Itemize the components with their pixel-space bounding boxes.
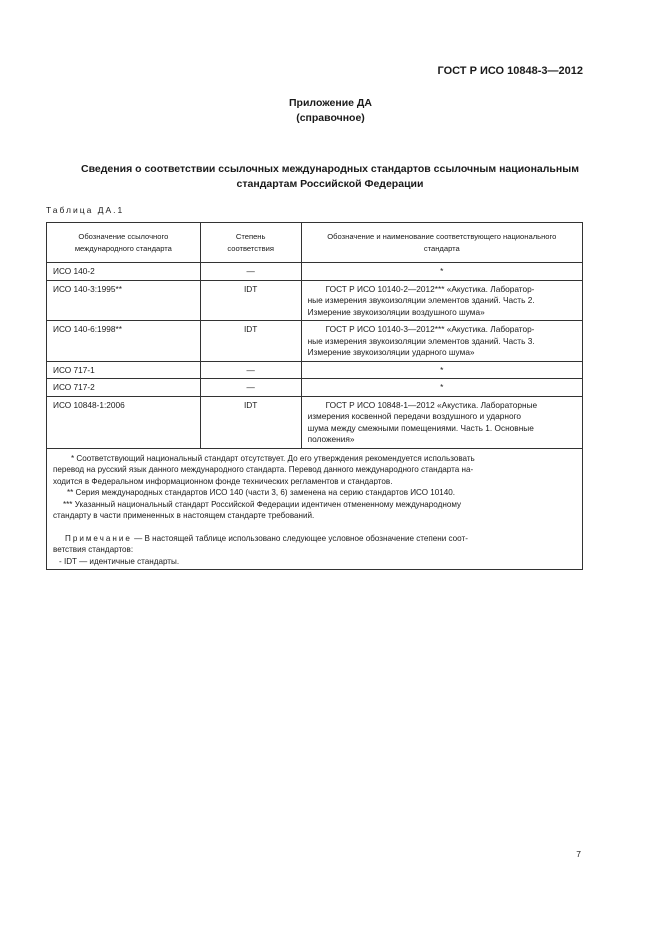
cell-national: * xyxy=(301,361,582,379)
appendix-subtitle: (справочное) xyxy=(296,112,365,124)
table-notes xyxy=(47,448,583,570)
table-row xyxy=(47,280,583,321)
page-number: 7 xyxy=(576,849,581,859)
header-ref-standard: Обозначение ссылочного международного стандарта xyxy=(47,223,201,263)
appendix-heading xyxy=(0,96,661,126)
cell-national: ГОСТ Р ИСО 10140-2—2012*** «Акустика. Лаборатор- ные измерения звукоизоляции элементов зданий. Часть 2. Измерение звукоизоляции воздушного шума» xyxy=(301,280,582,321)
section-heading xyxy=(40,162,620,192)
section-heading-line: стандартам Российской Федерации xyxy=(236,178,424,190)
cell-ref: ИСО 10848-1:2006 xyxy=(47,396,201,448)
table-row xyxy=(47,321,583,362)
cell-degree: IDT xyxy=(200,396,301,448)
note-line: Примечание — В настоящей таблице использовано следующее условное обозначение степени соот- xyxy=(65,533,468,543)
table-notes-row xyxy=(47,448,583,570)
table-row xyxy=(47,396,583,448)
cell-national: * xyxy=(301,263,582,281)
table-row xyxy=(47,263,583,281)
cell-national: ГОСТ Р ИСО 10848-1—2012 «Акустика. Лабораторные измерения косвенной передачи воздушного и ударного шума между смежными помещениями. Часть 1. Основные положения» xyxy=(301,396,582,448)
cell-degree: — xyxy=(200,379,301,397)
cell-degree: — xyxy=(200,263,301,281)
cell-national: * xyxy=(301,379,582,397)
cell-degree: IDT xyxy=(200,280,301,321)
note-line: ветствия стандартов: xyxy=(53,545,134,554)
document-code: ГОСТ Р ИСО 10848-3—2012 xyxy=(437,65,583,77)
footnote-line: ходится в Федеральном информационном фонде технических регламентов и стандартов. xyxy=(53,476,393,486)
table-row xyxy=(47,379,583,397)
footnote-line: * Соответствующий национальный стандарт отсутствует. До его утверждения рекомендуется использовать xyxy=(71,453,475,463)
cell-ref: ИСО 717-1 xyxy=(47,361,201,379)
cell-ref: ИСО 717-2 xyxy=(47,379,201,397)
table-row xyxy=(47,361,583,379)
footnote-line: стандарту в части примененных в настоящем стандарте требований. xyxy=(53,511,315,520)
cell-degree: — xyxy=(200,361,301,379)
cell-degree: IDT xyxy=(200,321,301,362)
footnote-line: перевод на русский язык данного международного стандарта. Перевод данного международного стандарта на- xyxy=(53,465,474,474)
section-heading-line: Сведения о соответствии ссылочных международных стандартов ссылочным национальным xyxy=(81,163,579,175)
table-header-row xyxy=(47,223,583,263)
cell-ref: ИСО 140-3:1995** xyxy=(47,280,201,321)
footnote-line: *** Указанный национальный стандарт Российской Федерации идентичен отмененному международному xyxy=(63,499,462,509)
cell-ref: ИСО 140-2 xyxy=(47,263,201,281)
correspondence-table xyxy=(46,222,583,570)
header-national-standard: Обозначение и наименование соответствующего национального стандарта xyxy=(301,223,582,263)
note-word: Примечание xyxy=(65,533,132,543)
footnote-line: ** Серия международных стандартов ИСО 140 (части 3, 6) заменена на серию стандартов ИСО 10140. xyxy=(67,488,456,497)
table-label: Таблица ДА.1 xyxy=(46,205,125,215)
cell-ref: ИСО 140-6:1998** xyxy=(47,321,201,362)
note-line: - IDT — идентичные стандарты. xyxy=(59,556,180,566)
appendix-title: Приложение ДА xyxy=(289,97,372,109)
header-degree: Степень соответствия xyxy=(200,223,301,263)
cell-national: ГОСТ Р ИСО 10140-3—2012*** «Акустика. Лаборатор- ные измерения звукоизоляции элементов зданий. Часть 3. Измерение звукоизоляции ударного шума» xyxy=(301,321,582,362)
